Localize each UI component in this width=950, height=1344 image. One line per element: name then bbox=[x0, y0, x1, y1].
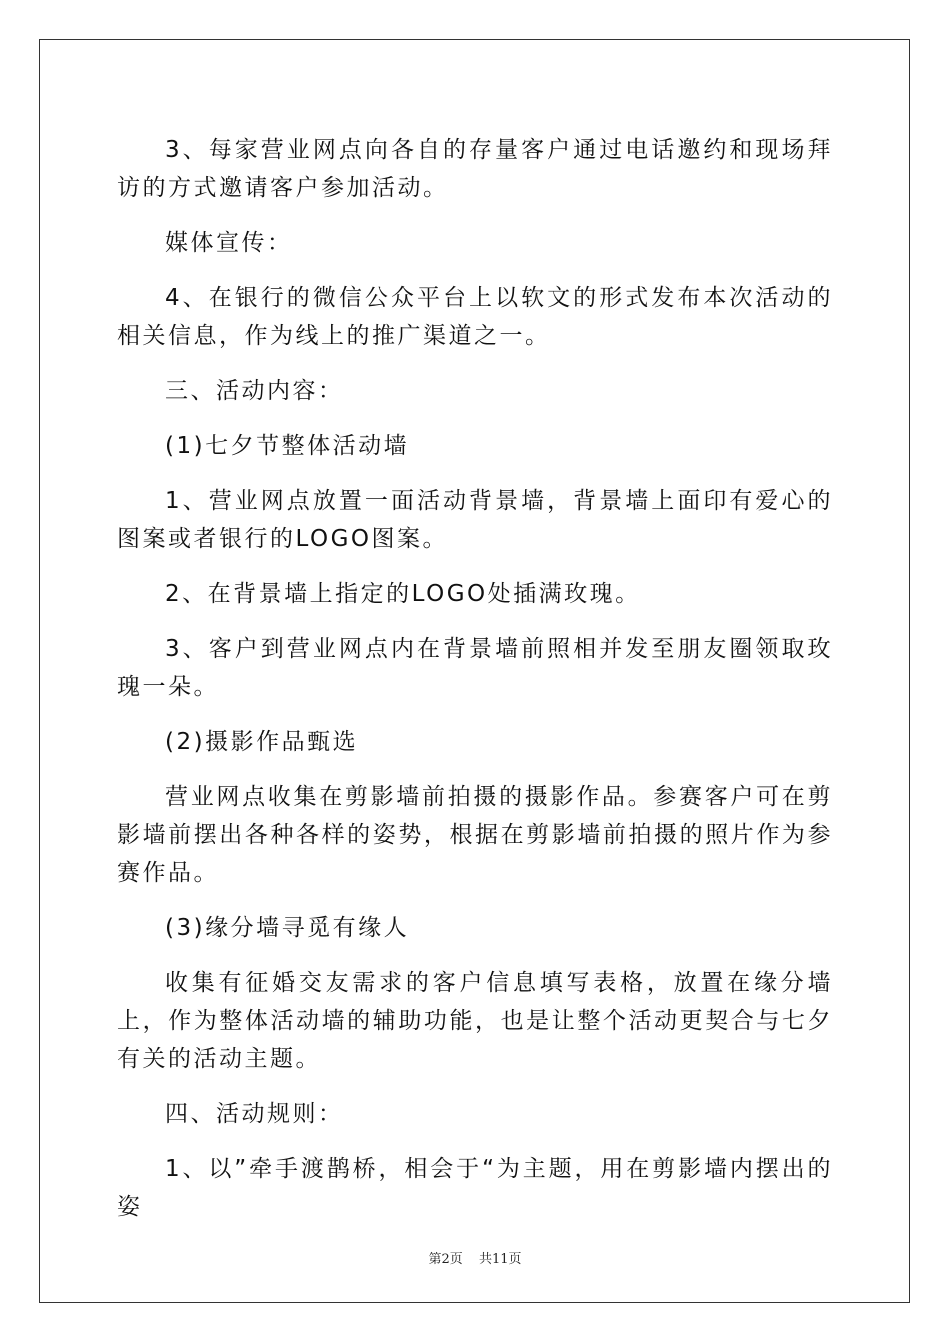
paragraph: 收集有征婚交友需求的客户信息填写表格，放置在缘分墙上，作为整体活动墙的辅助功能，也是让整个活动更契合与七夕有关的活动主题。 bbox=[117, 970, 833, 1072]
paragraph: 3、客户到营业网点内在背景墙前照相并发至朋友圈领取玫瑰一朵。 bbox=[117, 636, 833, 700]
paragraph: 营业网点收集在剪影墙前拍摄的摄影作品。参赛客户可在剪影墙前摆出各种各样的姿势，根据在剪影墙前拍摄的照片作为参赛作品。 bbox=[117, 784, 833, 886]
section-heading: 三、活动内容： bbox=[165, 378, 344, 404]
section-heading: 四、活动规则： bbox=[165, 1101, 344, 1127]
subsection-heading: (3)缘分墙寻觅有缘人 bbox=[165, 915, 410, 941]
paragraph: 1、以”牵手渡鹊桥，相会于“为主题，用在剪影墙内摆出的姿 bbox=[117, 1156, 833, 1220]
paragraph: 媒体宣传： bbox=[165, 230, 293, 256]
paragraph: 3、每家营业网点向各自的存量客户通过电话邀约和现场拜访的方式邀请客户参加活动。 bbox=[117, 137, 833, 201]
paragraph: 1、营业网点放置一面活动背景墙，背景墙上面印有爱心的图案或者银行的LOGO图案。 bbox=[117, 488, 833, 552]
total-pages: 共11页 bbox=[478, 1252, 522, 1267]
paragraph: 4、在银行的微信公众平台上以软文的形式发布本次活动的相关信息，作为线上的推广渠道之一。 bbox=[117, 285, 833, 349]
page-number: 第2页 bbox=[428, 1252, 463, 1267]
subsection-heading: (1)七夕节整体活动墙 bbox=[165, 433, 410, 459]
page-footer bbox=[0, 1248, 950, 1267]
document-body bbox=[117, 131, 833, 1243]
subsection-heading: (2)摄影作品甄选 bbox=[165, 729, 359, 755]
paragraph: 2、在背景墙上指定的LOGO处插满玫瑰。 bbox=[165, 581, 641, 607]
